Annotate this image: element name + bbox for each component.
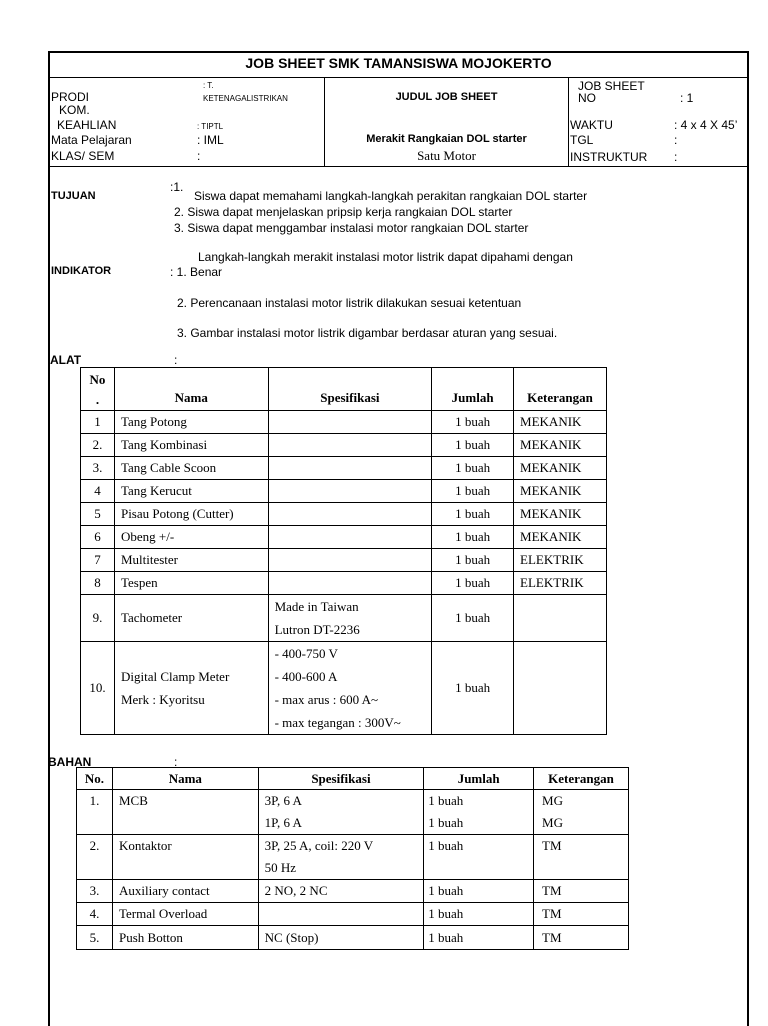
bahan-header-no: No. bbox=[77, 768, 113, 790]
prodi-label: PRODI bbox=[51, 90, 90, 104]
bahan-ket: TM bbox=[534, 880, 629, 903]
prodi-value-line2: KETENAGALISTRIKAN bbox=[203, 94, 288, 103]
alat-nama: Tang Kombinasi bbox=[114, 434, 268, 457]
alat-jumlah: 1 buah bbox=[432, 642, 514, 735]
bahan-no: 5. bbox=[77, 926, 113, 950]
jobno-label-line2: NO bbox=[578, 91, 596, 105]
alat-jumlah: 1 buah bbox=[432, 526, 514, 549]
alat-no: 5 bbox=[81, 503, 115, 526]
table-row bbox=[81, 526, 607, 549]
table-row bbox=[77, 880, 629, 903]
bahan-jumlah: 1 buah bbox=[424, 835, 534, 880]
alat-jumlah: 1 buah bbox=[432, 457, 514, 480]
alat-nama: Tang Kerucut bbox=[114, 480, 268, 503]
alat-table bbox=[80, 367, 607, 735]
bahan-ket: TM bbox=[534, 903, 629, 926]
tgl-value: : bbox=[674, 133, 678, 147]
bahan-spek-line: 1P, 6 A bbox=[264, 815, 302, 830]
alat-spek bbox=[268, 480, 432, 503]
indikator-item-3: 3. Gambar instalasi motor listrik digambar berdasar aturan yang sesuai. bbox=[177, 326, 558, 340]
alat-no: 1 bbox=[81, 411, 115, 434]
bahan-ket-line: MG bbox=[542, 793, 563, 808]
alat-no: 7 bbox=[81, 549, 115, 572]
bahan-nama: Push Botton bbox=[112, 926, 258, 950]
alat-spek bbox=[268, 457, 432, 480]
bahan-ket: TM bbox=[534, 926, 629, 950]
bahan-no: 1. bbox=[77, 790, 113, 835]
alat-spek bbox=[268, 503, 432, 526]
bahan-jumlah: 1 buah bbox=[424, 903, 534, 926]
bahan-nama: MCB bbox=[112, 790, 258, 835]
bahan-label: BAHAN bbox=[48, 755, 92, 769]
alat-ket: MEKANIK bbox=[514, 526, 607, 549]
keahlian-label: KEAHLIAN bbox=[57, 118, 117, 132]
alat-header-nama: Nama bbox=[114, 368, 268, 411]
alat-no: 2. bbox=[81, 434, 115, 457]
table-row bbox=[81, 411, 607, 434]
alat-jumlah: 1 buah bbox=[432, 480, 514, 503]
bahan-header-keterangan: Keterangan bbox=[534, 768, 629, 790]
alat-ket: MEKANIK bbox=[514, 434, 607, 457]
alat-nama: Tang Cable Scoon bbox=[114, 457, 268, 480]
alat-spek-line: - 400-750 V bbox=[274, 646, 338, 661]
indikator-item-1: : 1. Benar bbox=[170, 265, 223, 279]
alat-ket: MEKANIK bbox=[514, 480, 607, 503]
bahan-nama: Termal Overload bbox=[112, 903, 258, 926]
frame-title-bottom bbox=[48, 77, 749, 78]
alat-nama: Obeng +/- bbox=[114, 526, 268, 549]
alat-header-no-line1: No bbox=[89, 372, 106, 387]
jobno-label-line1: JOB SHEET bbox=[578, 79, 645, 93]
indikator-line-above: Langkah-langkah merakit instalasi motor listrik dapat dipahami dengan bbox=[198, 250, 573, 264]
tujuan-label: TUJUAN bbox=[51, 190, 96, 202]
bahan-colon: : bbox=[174, 755, 178, 769]
bahan-header-jumlah: Jumlah bbox=[424, 768, 534, 790]
alat-ket: MEKANIK bbox=[514, 503, 607, 526]
bahan-spek bbox=[258, 903, 424, 926]
alat-header-keterangan: Keterangan bbox=[514, 368, 607, 411]
table-row bbox=[81, 595, 607, 642]
table-row bbox=[77, 835, 629, 880]
klas-value: : bbox=[197, 149, 201, 163]
alat-colon: : bbox=[174, 353, 178, 367]
frame-header-bottom bbox=[48, 166, 749, 167]
bahan-no: 2. bbox=[77, 835, 113, 880]
prodi-value-line1: : T. bbox=[203, 81, 214, 90]
alat-header-jumlah: Jumlah bbox=[432, 368, 514, 411]
bahan-jumlah-line: 1 buah bbox=[428, 793, 464, 808]
alat-nama: Multitester bbox=[114, 549, 268, 572]
bahan-header-row bbox=[77, 768, 629, 790]
alat-no: 8 bbox=[81, 572, 115, 595]
alat-spek bbox=[268, 434, 432, 457]
alat-spek-line: - max arus : 600 A~ bbox=[274, 692, 379, 707]
table-row bbox=[77, 903, 629, 926]
bahan-jumlah: 1 buah bbox=[424, 926, 534, 950]
bahan-spek bbox=[258, 835, 424, 880]
alat-nama: Pisau Potong (Cutter) bbox=[114, 503, 268, 526]
table-row bbox=[81, 642, 607, 735]
alat-spek-line: Lutron DT-2236 bbox=[274, 622, 360, 637]
bahan-spek-line: 3P, 25 A, coil: 220 V bbox=[264, 838, 374, 853]
alat-no: 9. bbox=[81, 595, 115, 642]
alat-spek-line: - max tegangan : 300V~ bbox=[274, 715, 401, 730]
alat-ket: MEKANIK bbox=[514, 457, 607, 480]
bahan-spek-line: 50 Hz bbox=[264, 860, 297, 875]
bahan-ket-line: MG bbox=[542, 815, 563, 830]
frame-left bbox=[48, 51, 50, 1026]
bahan-ket: TM bbox=[534, 835, 629, 880]
bahan-ket bbox=[534, 790, 629, 835]
alat-no: 10. bbox=[81, 642, 115, 735]
alat-jumlah: 1 buah bbox=[432, 434, 514, 457]
alat-spek bbox=[268, 642, 432, 735]
jobno-value: : 1 bbox=[680, 91, 694, 105]
table-row bbox=[81, 434, 607, 457]
page-title: JOB SHEET SMK TAMANSISWA MOJOKERTO bbox=[245, 55, 552, 71]
indikator-label: INDIKATOR bbox=[51, 265, 112, 277]
table-row bbox=[81, 457, 607, 480]
alat-spek bbox=[268, 572, 432, 595]
alat-ket: MEKANIK bbox=[514, 411, 607, 434]
bahan-no: 4. bbox=[77, 903, 113, 926]
mapel-value: : IML bbox=[197, 133, 224, 147]
alat-nama-line: Digital Clamp Meter bbox=[120, 669, 230, 684]
alat-jumlah: 1 buah bbox=[432, 595, 514, 642]
bahan-header-spesifikasi: Spesifikasi bbox=[258, 768, 424, 790]
alat-spek bbox=[268, 411, 432, 434]
frame-right bbox=[747, 51, 749, 1026]
table-row bbox=[81, 503, 607, 526]
bahan-nama: Kontaktor bbox=[112, 835, 258, 880]
bahan-jumlah bbox=[424, 790, 534, 835]
frame-top bbox=[48, 51, 749, 53]
judul-value-line1: Merakit Rangkaian DOL starter bbox=[366, 133, 527, 145]
frame-header-divider-2 bbox=[568, 77, 569, 167]
tujuan-item-1: Siswa dapat memahami langkah-langkah perakitan rangkaian DOL starter bbox=[194, 189, 588, 203]
instruktur-label: INSTRUKTUR bbox=[570, 150, 648, 164]
alat-no: 3. bbox=[81, 457, 115, 480]
alat-spek-line: Made in Taiwan bbox=[274, 599, 359, 614]
alat-label: ALAT bbox=[50, 353, 82, 367]
alat-spek bbox=[268, 526, 432, 549]
alat-no: 6 bbox=[81, 526, 115, 549]
alat-jumlah: 1 buah bbox=[432, 503, 514, 526]
indikator-item-2: 2. Perencanaan instalasi motor listrik dilakukan sesuai ketentuan bbox=[177, 296, 522, 310]
table-row bbox=[81, 572, 607, 595]
alat-spek bbox=[268, 595, 432, 642]
waktu-value: : 4 x 4 X 45’ bbox=[674, 118, 738, 132]
tgl-label: TGL bbox=[570, 133, 594, 147]
alat-jumlah: 1 buah bbox=[432, 572, 514, 595]
bahan-header-nama: Nama bbox=[112, 768, 258, 790]
prodi-label-cont: KOM. bbox=[59, 103, 90, 117]
bahan-spek: NC (Stop) bbox=[258, 926, 424, 950]
alat-nama: Tang Potong bbox=[114, 411, 268, 434]
bahan-table bbox=[76, 767, 629, 950]
alat-spek bbox=[268, 549, 432, 572]
tujuan-item-2: 2. Siswa dapat menjelaskan pripsip kerja rangkaian DOL starter bbox=[174, 205, 513, 219]
mapel-label: Mata Pelajaran bbox=[51, 133, 132, 147]
alat-no: 4 bbox=[81, 480, 115, 503]
bahan-jumlah: 1 buah bbox=[424, 880, 534, 903]
alat-ket bbox=[514, 642, 607, 735]
klas-label: KLAS/ SEM bbox=[51, 149, 115, 163]
alat-nama-line: Merk : Kyoritsu bbox=[120, 692, 205, 707]
table-row bbox=[77, 926, 629, 950]
alat-ket bbox=[514, 595, 607, 642]
alat-ket: ELEKTRIK bbox=[514, 549, 607, 572]
waktu-label: WAKTU bbox=[570, 118, 613, 132]
alat-nama bbox=[114, 642, 268, 735]
alat-nama: Tespen bbox=[114, 572, 268, 595]
alat-spek-line: - 400-600 A bbox=[274, 669, 338, 684]
table-row bbox=[81, 480, 607, 503]
bahan-no: 3. bbox=[77, 880, 113, 903]
instruktur-value: : bbox=[674, 150, 678, 164]
alat-jumlah: 1 buah bbox=[432, 549, 514, 572]
alat-nama: Tachometer bbox=[114, 595, 268, 642]
tujuan-colon: :1. bbox=[170, 180, 184, 194]
alat-header-no-line2: . bbox=[95, 392, 100, 407]
bahan-spek: 2 NO, 2 NC bbox=[258, 880, 424, 903]
bahan-nama: Auxiliary contact bbox=[112, 880, 258, 903]
alat-header-no bbox=[81, 368, 115, 411]
table-row bbox=[81, 549, 607, 572]
judul-value-line2: Satu Motor bbox=[417, 148, 476, 163]
bahan-spek-line: 3P, 6 A bbox=[264, 793, 302, 808]
judul-label: JUDUL JOB SHEET bbox=[395, 91, 498, 103]
table-row bbox=[77, 790, 629, 835]
alat-ket: ELEKTRIK bbox=[514, 572, 607, 595]
alat-header-row bbox=[81, 368, 607, 411]
tujuan-item-3: 3. Siswa dapat menggambar instalasi motor rangkaian DOL starter bbox=[174, 221, 529, 235]
keahlian-value: : TIPTL bbox=[197, 122, 224, 131]
bahan-spek bbox=[258, 790, 424, 835]
alat-header-spesifikasi: Spesifikasi bbox=[268, 368, 432, 411]
bahan-jumlah-line: 1 buah bbox=[428, 815, 464, 830]
alat-jumlah: 1 buah bbox=[432, 411, 514, 434]
